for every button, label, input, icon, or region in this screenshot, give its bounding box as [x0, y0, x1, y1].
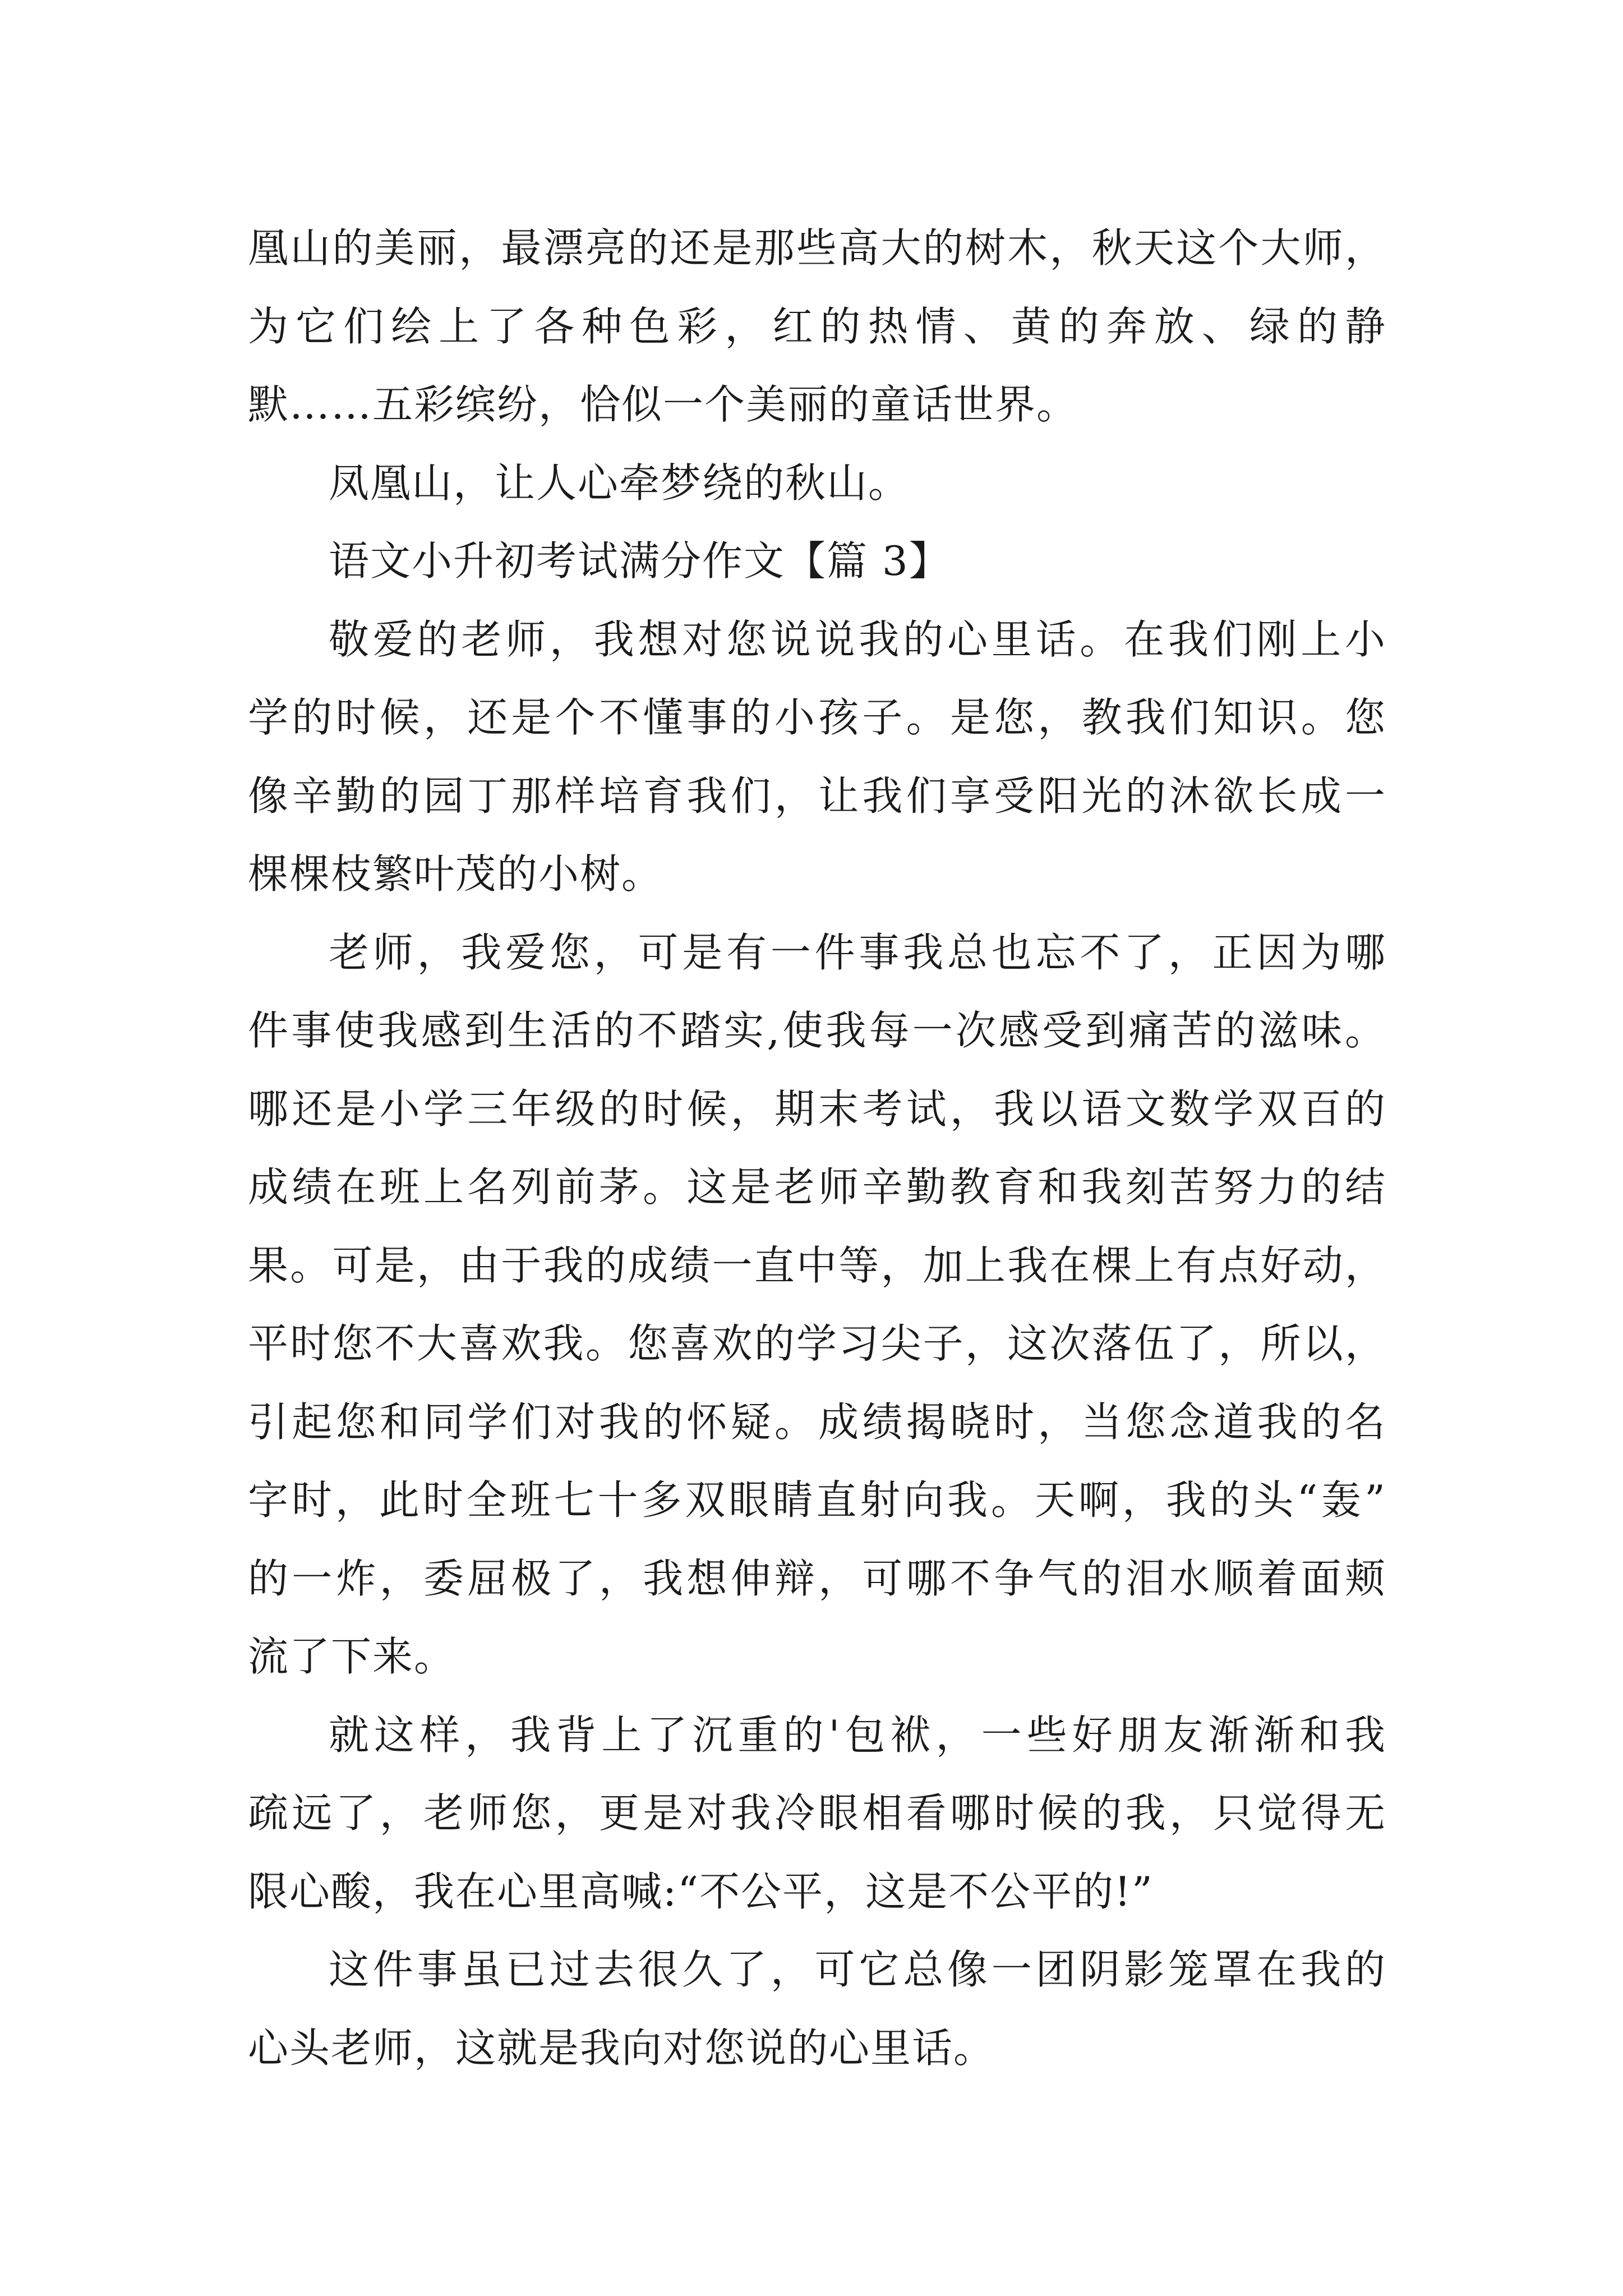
essay-line: 像辛勤的园丁那样培育我们，让我们享受阳光的沐欲长成一	[248, 772, 1386, 820]
essay-line: 流了下来。	[248, 1633, 456, 1680]
essay-line: 哪还是小学三年级的时候，期末考试，我以语文数学双百的	[248, 1085, 1386, 1133]
essay-line: 老师，我爱您，可是有一件事我总也忘不了，正因为哪	[329, 928, 1386, 976]
essay-line: 默……五彩缤纷，恰似一个美丽的童话世界。	[248, 381, 1078, 428]
essay-paragraph	[248, 209, 1386, 444]
essay-line: 为它们绘上了各种色彩，红的热情、黄的奔放、绿的静	[248, 302, 1386, 350]
essay-paragraph	[248, 1696, 1386, 1931]
essay-line: 平时您不大喜欢我。您喜欢的学习尖子，这次落伍了，所以，	[248, 1320, 1386, 1367]
essay-paragraph	[248, 1931, 1386, 2087]
essay-line: 字时，此时全班七十多双眼睛直射向我。天啊，我的头“轰”	[248, 1476, 1386, 1524]
essay-line: 棵棵枝繁叶茂的小树。	[248, 850, 663, 898]
essay-line: 引起您和同学们对我的怀疑。成绩揭晓时，当您念道我的名	[248, 1398, 1386, 1446]
essay-line: 心头老师，这就是我向对您说的心里话。	[248, 2024, 995, 2072]
essay-paragraph	[248, 522, 1386, 601]
essay-line: 件事使我感到生活的不踏实,使我每一次感受到痛苦的滋味。	[248, 1007, 1386, 1054]
essay-line: 凰山的美丽，最漂亮的还是那些高大的树木，秋天这个大师，	[248, 224, 1386, 272]
essay-line: 就这样，我背上了沉重的'包袱，一些好朋友渐渐和我	[329, 1711, 1386, 1759]
essay-line: 学的时候，还是个不懂事的小孩子。是您，教我们知识。您	[248, 694, 1386, 741]
essay-line: 成绩在班上名列前茅。这是老师辛勤教育和我刻苦努力的结	[248, 1163, 1386, 1211]
essay-line: 限心酸，我在心里高喊:“不公平，这是不公平的!”	[248, 1867, 1154, 1915]
essay-line: 凤凰山，让人心牵梦绕的秋山。	[329, 459, 910, 507]
essay-line: 果。可是，由于我的成绩一直中等，加上我在棵上有点好动，	[248, 1241, 1386, 1289]
essay-line: 疏远了，老师您，更是对我冷眼相看哪时候的我，只觉得无	[248, 1789, 1386, 1837]
essay-body	[248, 209, 1386, 2087]
essay-line: 这件事虽已过去很久了，可它总像一团阴影笼罩在我的	[329, 1946, 1386, 1993]
essay-line: 敬爱的老师，我想对您说说我的心里话。在我们刚上小	[329, 615, 1386, 663]
essay-paragraph	[248, 601, 1386, 914]
essay-paragraph	[248, 444, 1386, 523]
essay-line: 语文小升初考试满分作文【篇 3】	[329, 537, 951, 585]
essay-paragraph	[248, 914, 1386, 1696]
essay-line: 的一炸，委屈极了，我想伸辩，可哪不争气的泪水顺着面颊	[248, 1554, 1386, 1602]
